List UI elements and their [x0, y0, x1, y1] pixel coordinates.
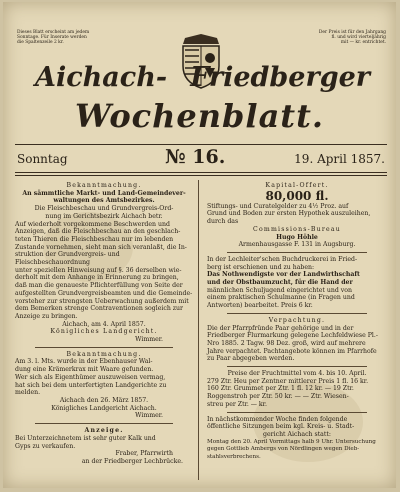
notice-heading: Bekanntmachung. [66, 182, 142, 189]
note-line: Sonntage. Für Inserate werden [17, 35, 87, 41]
notice-heading: Bekanntmachung. [66, 350, 142, 358]
subscription-note-left [17, 30, 103, 46]
text-line: In nächstkommender Woche finden folgende [207, 415, 348, 423]
text-line: teten Thieren die Fleischbeschau nur im lebenden [15, 235, 174, 243]
subscription-note-right [300, 30, 386, 46]
text-line: Die der Pfarrpfründe Paar gehörige und in der [207, 324, 354, 332]
column-divider [198, 180, 199, 480]
text-line: Grund und Boden zur ersten Hypothek auszuleihen, [207, 210, 371, 218]
top-rule [15, 144, 387, 145]
offer-heading: Kapital-Offert. [265, 182, 329, 189]
signature-line: Aichach, am 4. April 1857. [62, 320, 146, 328]
text-line: daß man die genaueste Pflichterfüllung von Seite der [15, 282, 183, 290]
signature-line: Fraber, Pfarrwirth [115, 450, 173, 458]
signature-line: an der Friedberger Lechbrücke. [81, 457, 183, 465]
note-line: mit — kr. entrichtet. [340, 40, 386, 46]
text-line: Nro 1885. 2 Tagw. 98 Dez. groß, wird auf mehrere [207, 339, 366, 347]
separator [227, 412, 367, 413]
text-line: derholt mit dem Anhange in Erinnerung zu bringen, [15, 274, 179, 282]
text-line: nung im Gerichtsbezirk Aichach betr. [45, 212, 163, 220]
text-line: In der Lechleiter'schen Buchdruckerei in Fried- [207, 255, 358, 263]
text-line: waltungen des Amtsbezirkes. [53, 197, 155, 205]
bureau-line: Commissions-Bureau [253, 225, 341, 233]
separator [227, 252, 367, 253]
separator [35, 423, 173, 424]
text-line: berg ist erschienen und zu haben: [207, 263, 315, 271]
text-line: Stiftungs- und Curatelgelder zu 4½ Proz. auf [207, 202, 349, 210]
newspaper-page [3, 2, 396, 488]
text-line: Zustande vornehmen, sieht man sich veranlaßt, die In- [15, 243, 187, 251]
text-line: Das Nothwendigste vor der Landwirthschaft [207, 271, 360, 279]
text-line: männlichen Schuljugend eingerichtet und von [207, 286, 352, 294]
text-line: Roggenstroh per Ztr. 50 kr. — — Ztr. Wiesen- [207, 393, 349, 401]
right-column [207, 182, 387, 462]
signature-line: Wimmer. [135, 336, 163, 344]
masthead-word-wochenblatt: Wochenblatt. [74, 97, 324, 135]
text-line: Jahre verpachtet. Pachtangebote können im Pfarrhofe [207, 347, 377, 355]
text-line: Montag den 20. April Vormittags halb 9 Uhr. Untersuchung [207, 438, 376, 445]
note-line: Dieses Blatt erscheint am jedem [17, 30, 90, 35]
text-line: Anzeige zu bringen. [15, 312, 78, 320]
text-line: einem praktischen Schulmanne (in Fragen und [207, 294, 355, 302]
issue-day: Sonntag [17, 152, 68, 166]
text-line: Anzeigen, daß die Fleischbeschau an den geschlach- [15, 228, 181, 236]
offer-amount: 80,000 fl. [265, 188, 329, 203]
notice-body [15, 190, 193, 344]
bureau-line: Armenhausgasse F. 131 in Augsburg. [238, 241, 356, 249]
note-line: fl. und wird vierteljährig [331, 35, 386, 41]
lease-heading: Verpachtung. [268, 316, 326, 324]
bureau-line: Hugo Höhle [276, 233, 318, 241]
issue-date: 19. April 1857. [294, 152, 385, 166]
text-line: zu Paar abgegeben werden. [207, 355, 295, 363]
signature-line: Wimmer. [135, 412, 163, 420]
text-line: dung eine Krämerkrax mit Waare gefunden. [15, 366, 154, 374]
text-line: Bei Unterzeichnetem ist sehr guter Kalk und [15, 434, 156, 442]
text-line: Gyps zu verkaufen. [15, 442, 76, 450]
text-line: Friedberger Flurmarkung gelegene Lechfeldwiese Pl.- [207, 332, 378, 340]
text-line: 279 Ztr. Heu per Zentner mittlerer Preis 1 fl. 16 kr. [207, 377, 369, 385]
note-line: Der Preis ist für den Jahrgang [318, 30, 386, 35]
text-line: Aichach den 26. März 1857. [59, 396, 149, 404]
text-line: Wer sich als Eigenthümer auszuweisen vermag, [15, 373, 166, 381]
text-line: unter speziellen Hinweisung auf §. 36 derselben wie- [15, 266, 182, 274]
notice-heading: Anzeige. [84, 427, 124, 435]
text-line: dem Bemerken strenge Contraventionen sogleich zur [15, 305, 183, 313]
text-line: vorsteher zur strengsten Ueberwachung außerdem mit [15, 297, 189, 305]
text-line: öffentliche Sitzungen beim kgl. Kreis- u. Stadt- [207, 423, 355, 431]
separator [227, 313, 367, 314]
text-line: 160 Ztr. Grummet per Ztr. 1 fl. 12 kr. — 19 Ztr. [207, 385, 354, 393]
notice-body [15, 435, 193, 466]
text-line: aufgestellten Grundvergreisbeamten und die Gemeinde- [15, 289, 193, 297]
separator [227, 366, 367, 367]
signature-line: Königliches Landgericht. [50, 328, 158, 336]
dateline-rule [15, 175, 387, 176]
text-line: Preise der Fruchtmittel vom 4. bis 10. April. [227, 370, 367, 378]
text-line: hat sich bei dem unterfertigten Landgerichte zu melden. [15, 381, 167, 397]
text-line: Antworten) bearbeitet. Preis 6 kr. [207, 302, 313, 310]
text-line: An sämmtliche Markt- und Land-Gemeindever- [22, 189, 186, 197]
masthead-word-aichach: Aichach- [35, 62, 168, 93]
text-line: Am 3. l. Mts. wurde in der Ebenhauser Wal- [15, 358, 153, 366]
dateline-rule [15, 172, 387, 173]
signature-line: Königliches Landgericht Aichach. [51, 404, 157, 412]
text-line: streu per Ztr. — kr. [207, 400, 267, 408]
issue-number: № 16. [165, 146, 226, 168]
notice-body [15, 358, 193, 420]
text-line: Die Fleischbeschau und Grundvergreis-Ord- [34, 205, 174, 213]
text-line: gericht Aichach statt: [263, 430, 331, 438]
text-line: gegen Gottlieb Ambergs von Nördlingen wegen Dieb- [207, 446, 360, 453]
text-line: und der Obstbaumzucht, für die Hand der [207, 279, 353, 287]
note-line: die Spaltenzeile 2 kr. [17, 40, 64, 46]
masthead-word-friedberger: Friedberger [190, 62, 370, 93]
text-line: struktion der Grundvergreis- und Fleischbeschauordnung [15, 251, 120, 267]
text-line: durch das [207, 218, 239, 226]
left-column [15, 182, 193, 466]
text-line: stahlsverbrechens. [207, 454, 261, 461]
text-line: Auf wiederholt vorgekommene Beschwerden und [15, 220, 170, 228]
separator [35, 347, 173, 348]
